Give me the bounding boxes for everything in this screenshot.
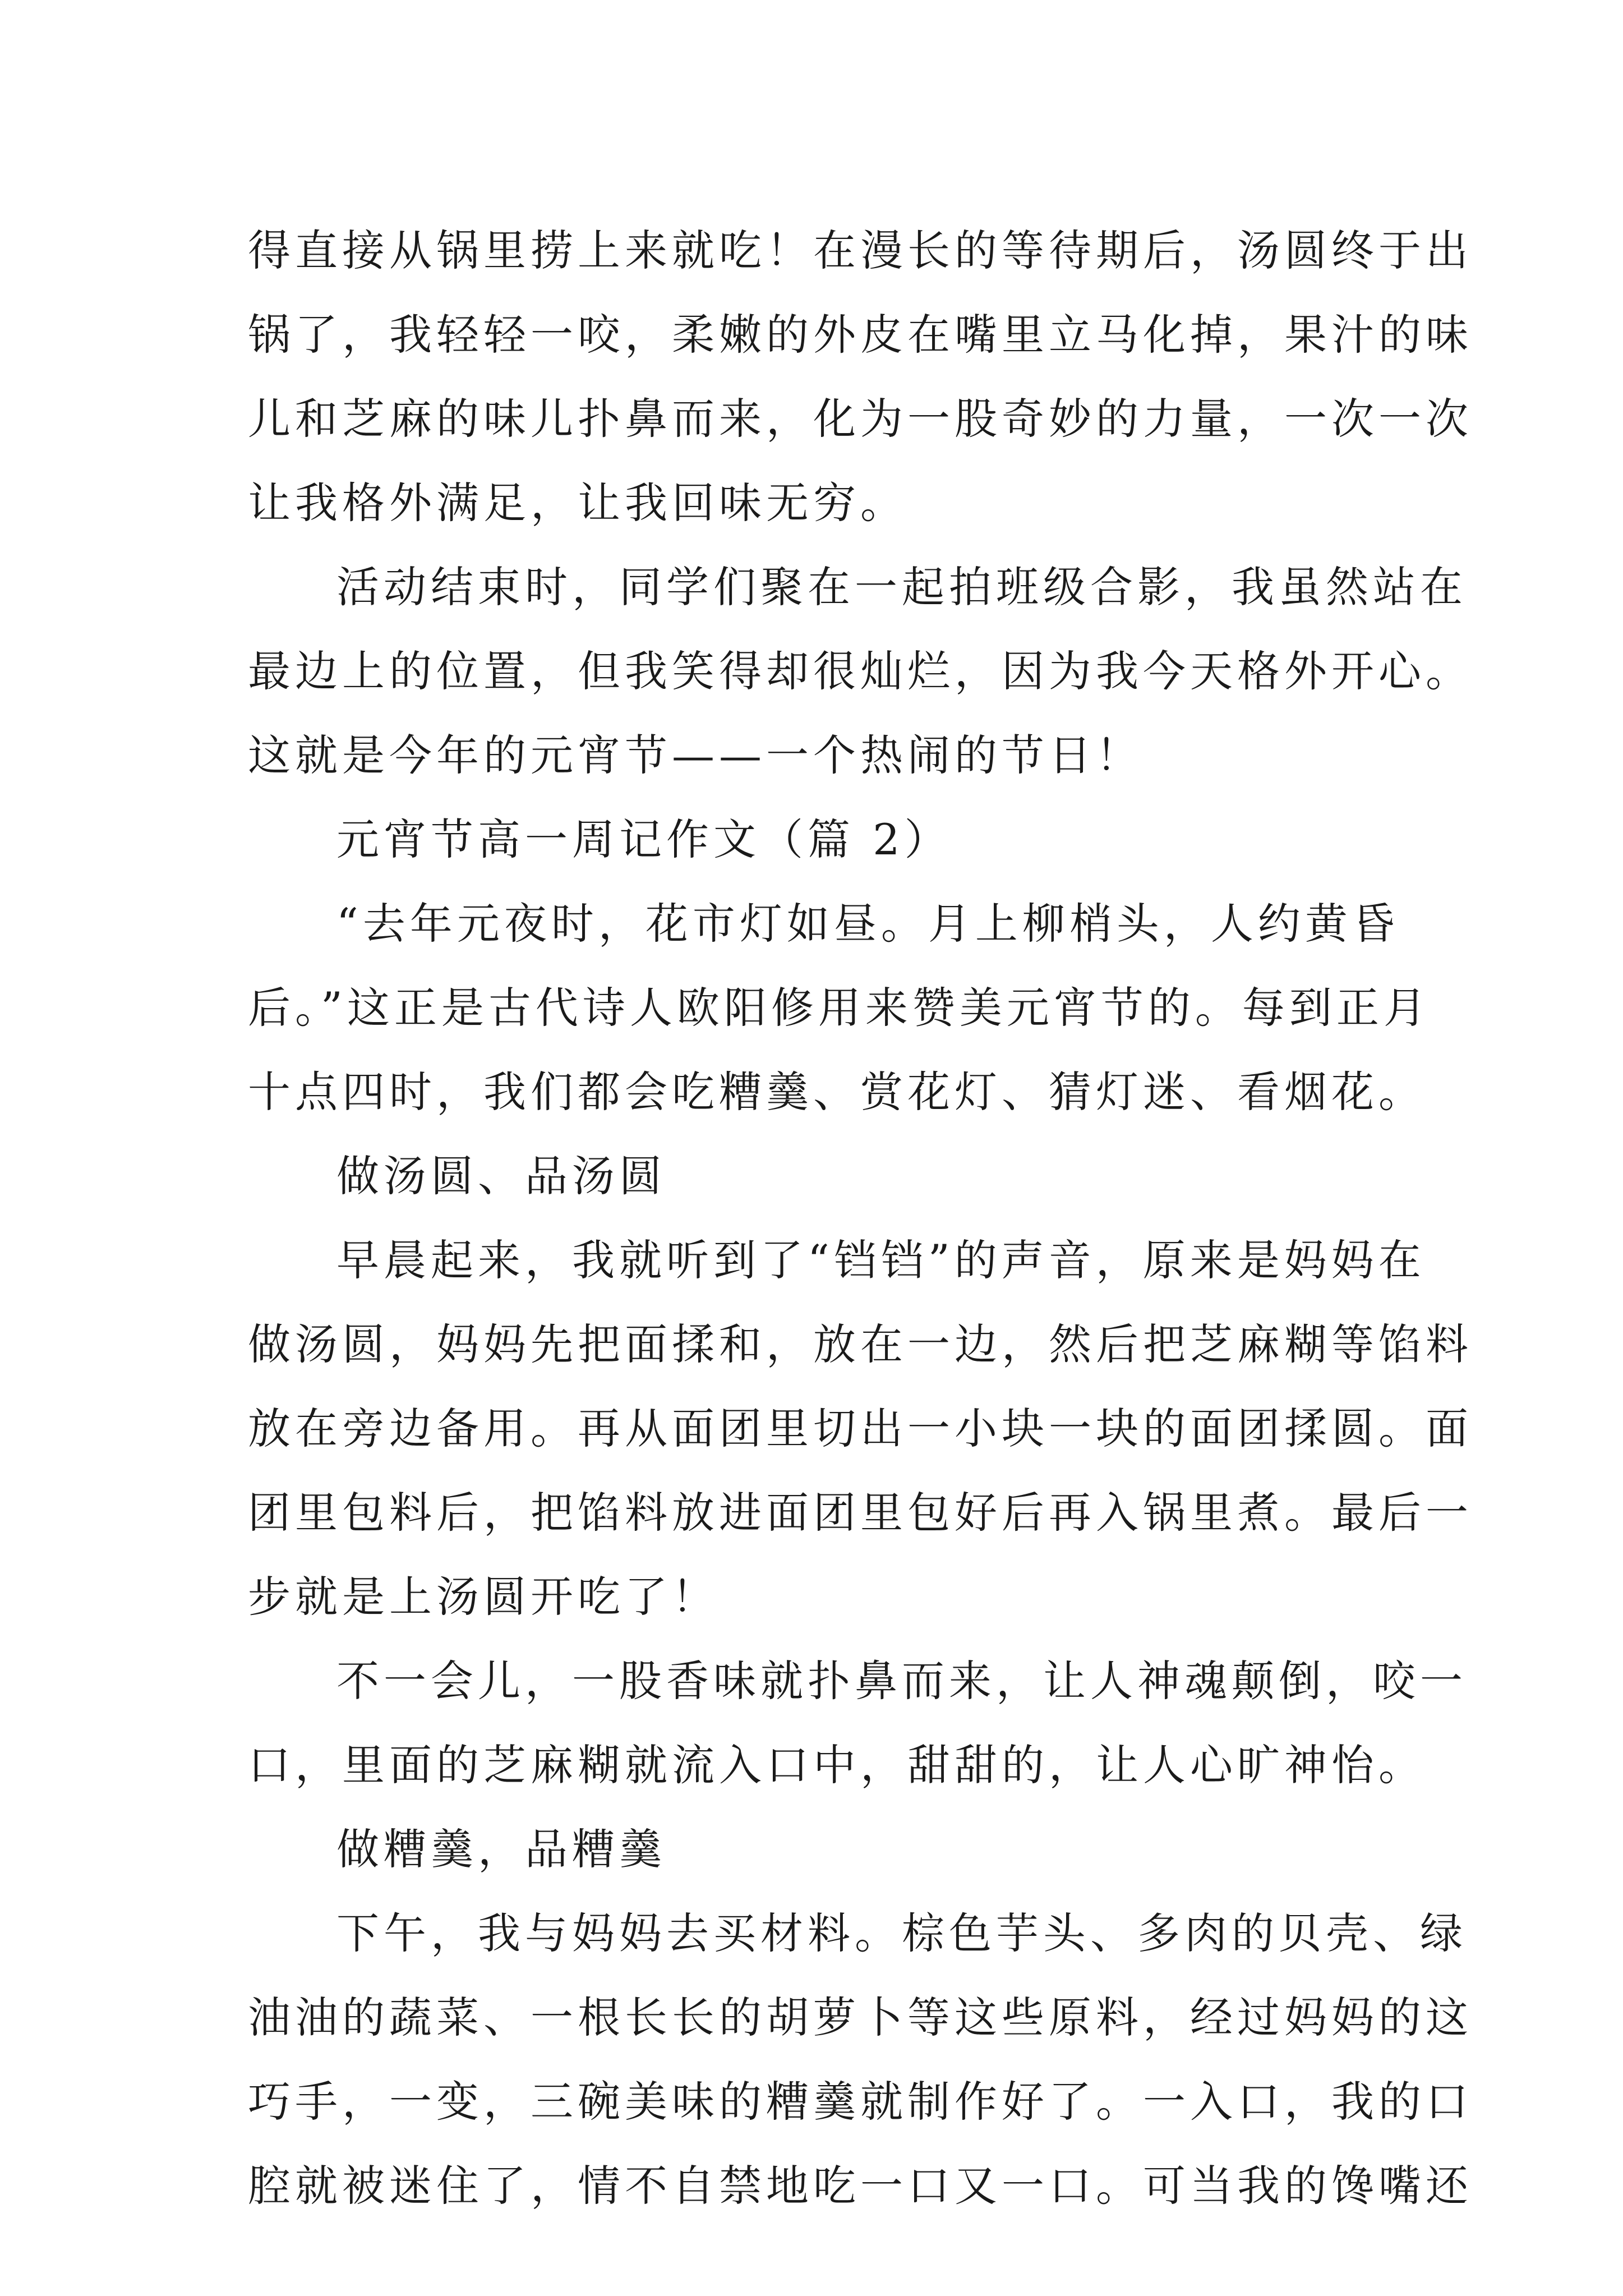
text-line: 最边上的位置，但我笑得却很灿烂，因为我今天格外开心。 [248, 646, 1473, 696]
text-line: 十点四时，我们都会吃糟羹、赏花灯、猜灯迷、看烟花。 [248, 1067, 1426, 1117]
text-line: 后。”这正是古代诗人欧阳修用来赞美元宵节的。每到正月 [248, 983, 1431, 1033]
text-line: 腔就被迷住了，情不自禁地吃一口又一口。可当我的馋嘴还 [248, 2161, 1473, 2211]
paragraph-first-line: 下午，我与妈妈去买材料。棕色芋头、多肉的贝壳、绿 [336, 1908, 1467, 1958]
text-line: 巧手，一变，三碗美味的糟羹就制作好了。一入口，我的口 [248, 2077, 1473, 2127]
paragraph-first-line: 不一会儿，一股香味就扑鼻而来，让人神魂颠倒，咬一 [336, 1656, 1467, 1706]
text-line: 团里包料后，把馅料放进面团里包好后再入锅里煮。最后一 [248, 1488, 1473, 1538]
text-line: 油油的蔬菜、一根长长的胡萝卜等这些原料，经过妈妈的这 [248, 1993, 1473, 2042]
subheading: 做汤圆、品汤圆 [336, 1151, 666, 1201]
text-line: 让我格外满足，让我回味无穷。 [248, 478, 907, 528]
text-line: 这就是今年的元宵节——一个热闹的节日！ [248, 730, 1143, 780]
paragraph-first-line: 早晨起来，我就听到了“铛铛”的声音，原来是妈妈在 [336, 1235, 1426, 1285]
text-line: 锅了，我轻轻一咬，柔嫩的外皮在嘴里立马化掉，果汁的味 [248, 310, 1473, 360]
text-line: 做汤圆，妈妈先把面揉和，放在一边，然后把芝麻糊等馅料 [248, 1319, 1473, 1369]
subheading: 做糟羹，品糟羹 [336, 1824, 666, 1874]
text-line: 口，里面的芝麻糊就流入口中，甜甜的，让人心旷神怡。 [248, 1740, 1426, 1790]
text-line: 得直接从锅里捞上来就吃！在漫长的等待期后，汤圆终于出 [248, 226, 1473, 275]
text-line: 放在旁边备用。再从面团里切出一小块一块的面团揉圆。面 [248, 1404, 1473, 1453]
section-title: 元宵节高一周记作文（篇 2） [336, 815, 952, 864]
paragraph-first-line: “去年元夜时，花市灯如昼。月上柳梢头，人约黄昏 [336, 899, 1399, 949]
text-line: 步就是上汤圆开吃了！ [248, 1572, 719, 1622]
document-body [248, 209, 1473, 2228]
paragraph-first-line: 活动结束时，同学们聚在一起拍班级合影，我虽然站在 [336, 562, 1467, 612]
text-line: 儿和芝麻的味儿扑鼻而来，化为一股奇妙的力量，一次一次 [248, 394, 1473, 444]
